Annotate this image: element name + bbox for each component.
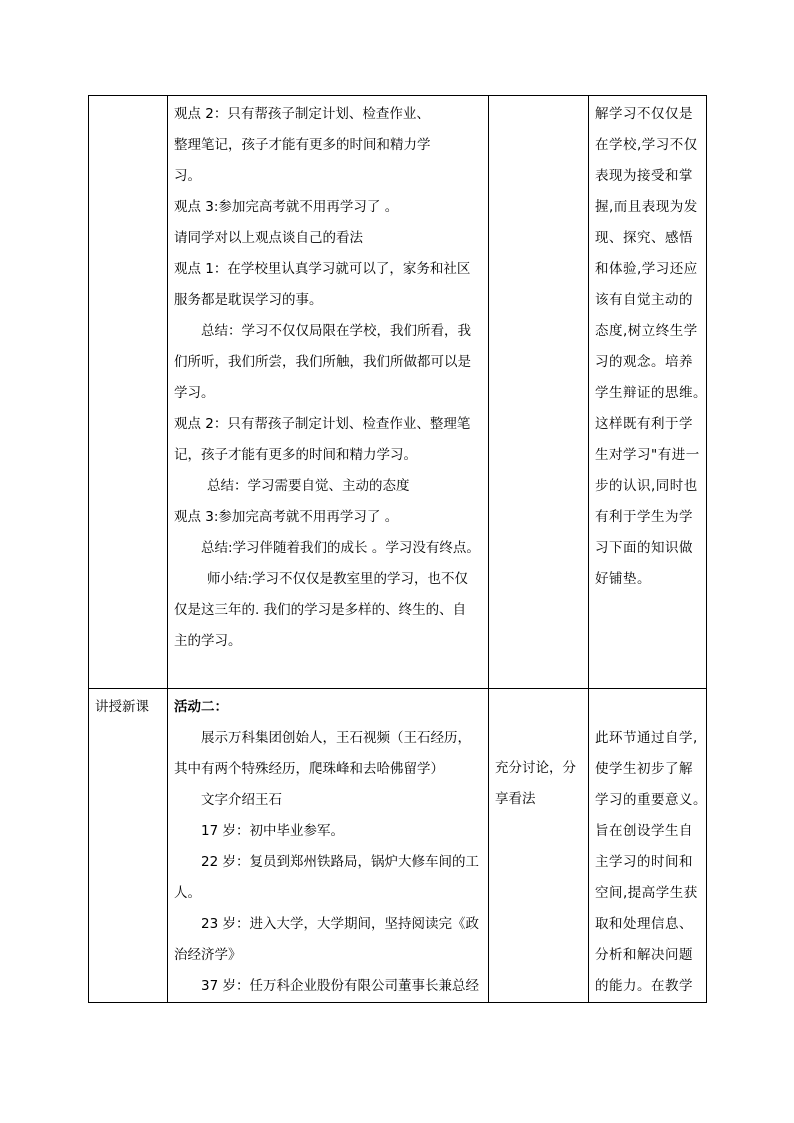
content-line: 观点 2：只有帮孩子制定计划、检查作业、整理笔 (174, 416, 471, 432)
content-line: 记，孩子才能有更多的时间和精力学习。 (174, 447, 417, 463)
note-line: 该有自觉主动的 (595, 292, 693, 308)
content-line: 主的学习。 (174, 633, 242, 649)
note-line: 使学生初步了解 (595, 761, 693, 777)
lesson-plan-table (88, 95, 707, 1003)
content-line: 们所听，我们所尝，我们所触，我们所做都可以是 (174, 354, 471, 370)
content-cell (168, 689, 489, 1003)
note-line: 有利于学生为学 (595, 509, 693, 525)
content-line: 23 岁：进入大学，大学期间，坚持阅读完《政 (201, 916, 479, 932)
note-line: 学生辩证的思维。 (595, 385, 707, 401)
content-line: 仅是这三年的. 我们的学习是多样的、终生的、自 (174, 602, 467, 618)
content-line: 请同学对以上观点谈自己的看法 (174, 230, 363, 246)
note-line: 空间,提高学生获 (595, 885, 698, 901)
content-line: 服务都是耽误学习的事。 (174, 292, 323, 308)
content-line: 观点 3:参加完高考就不用再学习了 。 (174, 199, 399, 215)
note-line: 旨在创设学生自 (595, 823, 693, 839)
note-line: 习下面的知识做 (595, 540, 693, 556)
method-cell (489, 689, 589, 1003)
content-line: 总结:学习伴随着我们的成长 。学习没有终点。 (201, 540, 480, 556)
method-line: 享看法 (495, 791, 536, 807)
note-line: 步的认识,同时也 (595, 478, 698, 494)
note-line: 此环节通过自学, (595, 730, 698, 746)
note-line: 学习的重要意义。 (595, 792, 707, 808)
content-line: 17 岁：初中毕业参军。 (201, 823, 344, 839)
method-line: 充分讨论，分 (495, 760, 576, 776)
note-line: 表现为接受和掌 (595, 168, 693, 184)
note-line: 分析和解决问题 (595, 947, 693, 963)
notes-cell (589, 96, 707, 689)
note-line: 态度,树立终生学 (595, 323, 698, 339)
notes-cell (589, 689, 707, 1003)
content-line: 观点 2：只有帮孩子制定计划、检查作业、 (174, 106, 430, 122)
content-line: 观点 3:参加完高考就不用再学习了 。 (174, 509, 399, 525)
note-line: 主学习的时间和 (595, 854, 693, 870)
content-line: 其中有两个特殊经历，爬珠峰和去哈佛留学） (174, 761, 444, 777)
section-cell (89, 689, 168, 1003)
note-line: 现、探究、感悟 (595, 230, 693, 246)
note-line: 生对学习"有进一 (595, 447, 700, 463)
content-line: 观点 1：在学校里认真学习就可以了，家务和社区 (174, 261, 471, 277)
content-line: 整理笔记，孩子才能有更多的时间和精力学 (174, 137, 431, 153)
content-line: 文字介绍王石 (201, 792, 282, 808)
content-line: 总结：学习需要自觉、主动的态度 (207, 478, 410, 494)
content-line: 师小结:学习不仅仅是教室里的学习，也不仅 (207, 571, 469, 587)
content-line: 学习。 (174, 385, 215, 401)
note-line: 这样既有利于学 (595, 416, 693, 432)
section-label: 讲授新课 (95, 699, 149, 715)
activity-title: 活动二： (174, 699, 228, 715)
content-cell (168, 96, 489, 689)
content-line: 展示万科集团创始人，王石视频（王石经历， (201, 730, 471, 746)
note-line: 好铺垫。 (595, 571, 651, 587)
note-line: 习的观念。培养 (595, 354, 693, 370)
content-line: 治经济学》 (174, 947, 242, 963)
note-line: 解学习不仅仅是 (595, 106, 693, 122)
note-line: 取和处理信息、 (595, 916, 693, 932)
content-line: 人。 (174, 885, 201, 901)
content-line: 习。 (174, 168, 201, 184)
content-line: 37 岁：任万科企业股份有限公司董事长兼总经 (201, 978, 479, 994)
note-line: 在学校,学习不仅 (595, 137, 698, 153)
note-line: 的能力。在教学 (595, 978, 693, 994)
section-cell-empty (89, 96, 168, 689)
content-line: 总结：学习不仅仅局限在学校，我们所看，我 (201, 323, 471, 339)
table-row (89, 96, 707, 689)
note-line: 和体验,学习还应 (595, 261, 698, 277)
table-row (89, 689, 707, 1003)
method-cell-empty (489, 96, 589, 689)
content-line: 22 岁：复员到郑州铁路局，锅炉大修车间的工 (201, 854, 479, 870)
note-line: 握,而且表现为发 (595, 199, 698, 215)
